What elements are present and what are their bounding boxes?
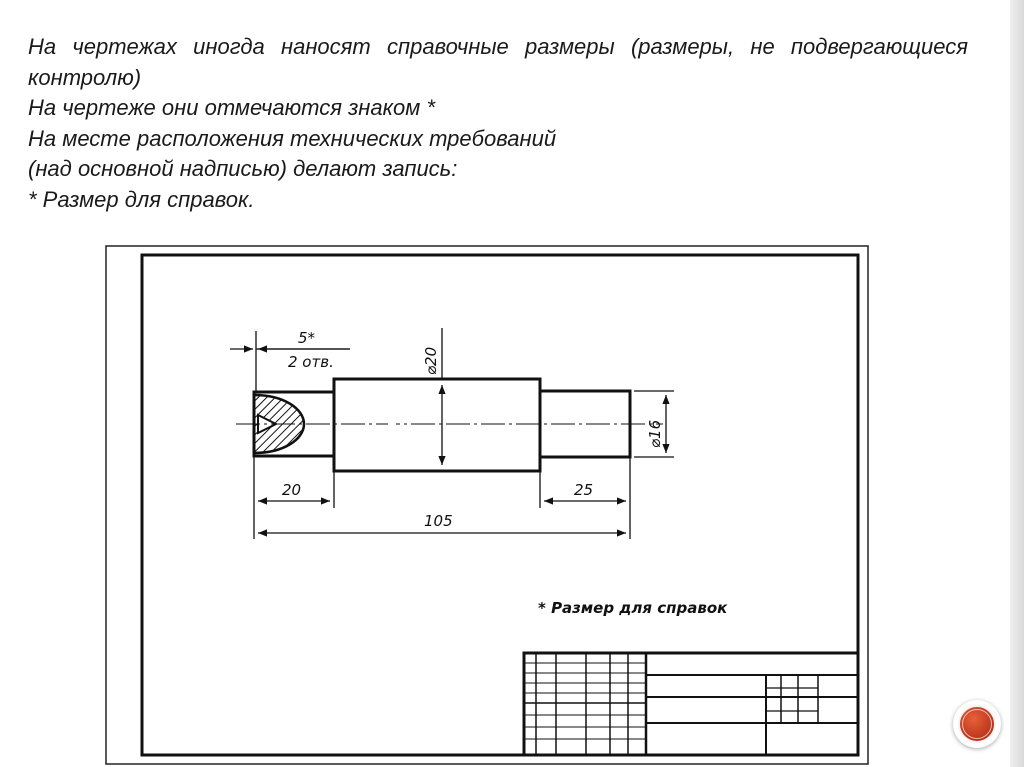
text-line: На месте расположения технических требований — [28, 125, 557, 151]
slide-side-band — [1010, 0, 1024, 767]
dim-diameter-center: ⌀20 — [422, 346, 440, 375]
text-line: * Pазмер для справок. — [28, 186, 255, 212]
text-line: (над основной надписью) делают запись: — [28, 156, 458, 181]
title-block — [524, 653, 858, 755]
dim-chamfer-note: 2 отв. — [288, 353, 334, 371]
slide-text — [28, 32, 968, 215]
reference-note: * Размер для справок — [538, 599, 728, 617]
shaft-center-step — [334, 379, 540, 471]
text-line: На чертежах иногда наносят справочные размеры (размеры, не подвергающиеся контролю) — [28, 34, 968, 90]
dim-right-length: 25 — [574, 481, 594, 499]
sheet-outer-frame — [106, 246, 868, 764]
dim-diameter-right: ⌀16 — [646, 419, 664, 448]
dim-left-length: 20 — [282, 481, 302, 499]
drawing-frame — [142, 255, 858, 755]
dim-total-length: 105 — [424, 512, 453, 530]
nav-circle-button[interactable] — [953, 700, 1001, 748]
technical-drawing — [98, 243, 878, 767]
text-line: На чертеже они отмечаются знаком * — [28, 95, 436, 120]
dim-chamfer: 5* — [298, 329, 316, 347]
